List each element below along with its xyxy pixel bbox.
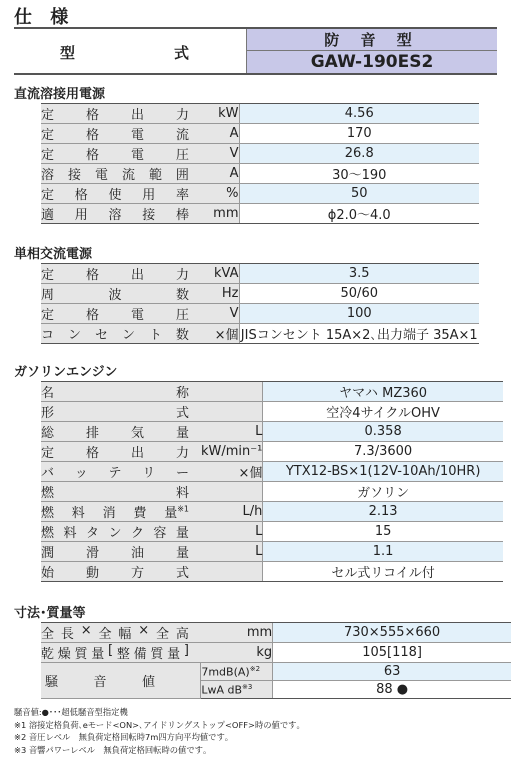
row-unit: Hz xyxy=(201,284,239,304)
table-row xyxy=(41,422,503,442)
row-unit: mm xyxy=(201,623,273,643)
table-row xyxy=(41,144,479,164)
row-label: 燃 料 xyxy=(41,486,189,501)
noise-sub-label: LwA $dB^{※3}$ xyxy=(201,681,273,699)
page-title: 仕 様 xyxy=(14,7,75,28)
row-value: JISコンセント 15A×2､出力端子 35A×1 xyxy=(239,324,479,344)
table-row xyxy=(41,324,479,344)
spec-table xyxy=(41,381,503,582)
table-row xyxy=(41,462,503,482)
row-value: 空冷4サイクルOHV xyxy=(263,402,503,422)
noise-value: 88 ● xyxy=(273,681,511,699)
row-unit xyxy=(201,482,263,502)
row-unit: ×個 xyxy=(201,462,263,482)
footnotes xyxy=(14,706,301,756)
noise-value: 63 xyxy=(273,663,511,681)
row-label: 乾 燥 質 量 [ 整 備 質 量 ] xyxy=(41,643,189,662)
row-label: 名 称 xyxy=(41,386,189,401)
row-value: 0.358 xyxy=(263,422,503,442)
row-value: セル式リコイル付 xyxy=(263,562,503,582)
row-unit xyxy=(201,562,263,582)
row-label: 燃 料 タ ン ク 容 量 xyxy=(41,526,189,541)
table-row xyxy=(41,502,503,522)
row-value: 105[118] xyxy=(273,643,511,663)
row-unit: ×個 xyxy=(201,324,239,344)
row-label: 定 格 出 力 xyxy=(41,446,189,461)
row-unit: A xyxy=(201,124,239,144)
row-label: 周 波 数 xyxy=(41,288,189,303)
row-unit: L xyxy=(201,542,263,562)
row-label: 定 格 使 用 率 xyxy=(41,188,189,203)
note: ※2 音圧レベル 無負荷定格回転時7m四方向平均値です｡ xyxy=(14,732,229,742)
row-value: YTX12-BS×1(12V-10Ah/10HR) xyxy=(263,462,503,482)
row-label: 全 長 × 全 幅 × 全 高 xyxy=(41,623,189,642)
row-label: 定 格 電 流 xyxy=(41,128,189,143)
section-title: 寸法･質量等 xyxy=(14,606,86,621)
row-label: 総 排 気 量 xyxy=(41,426,189,441)
noise-row xyxy=(41,663,511,681)
row-value: 2.13 xyxy=(263,502,503,522)
row-unit xyxy=(201,402,263,422)
row-value: 4.56 xyxy=(239,104,479,124)
table-row xyxy=(41,382,503,402)
table-row xyxy=(41,643,511,663)
row-label: 適 用 溶 接 棒 xyxy=(41,208,189,223)
row-unit: kW/min⁻¹ xyxy=(201,442,263,462)
row-label: 始 動 方 式 xyxy=(41,566,189,581)
model-header xyxy=(14,27,497,75)
row-label: 定 格 出 力 xyxy=(41,268,189,283)
row-unit: L/h xyxy=(201,502,263,522)
note: ※3 音響パワーレベル 無負荷定格回転時の値です｡ xyxy=(14,744,208,755)
table-row xyxy=(41,402,503,422)
row-unit: mm xyxy=(201,204,239,224)
table-row xyxy=(41,442,503,462)
row-value: 26.8 xyxy=(239,144,479,164)
row-value: 3.5 xyxy=(239,264,479,284)
row-label: 定 格 電 圧 xyxy=(41,148,189,163)
model-name: GAW-190ES2 xyxy=(246,51,497,73)
table-row xyxy=(41,204,479,224)
note: ※1 溶接定格負荷､eモード<ON>､アイドリングストップ<OFF>時の値です｡ xyxy=(14,719,301,730)
row-unit xyxy=(201,382,263,402)
row-label: 形 式 xyxy=(41,406,189,421)
row-unit: L xyxy=(201,522,263,542)
row-label: 定 格 電 圧 xyxy=(41,308,189,323)
row-value: ガソリン xyxy=(263,482,503,502)
table-row xyxy=(41,164,479,184)
noise-sub-label: $7mdB(A)^{※2}$ xyxy=(201,663,273,681)
row-unit: kg xyxy=(201,643,273,663)
row-unit: V xyxy=(201,304,239,324)
noise-label: 騒 音 値 xyxy=(45,675,155,690)
row-unit: kVA xyxy=(201,264,239,284)
row-unit: kW xyxy=(201,104,239,124)
table-row xyxy=(41,623,511,643)
row-value: 30〜190 xyxy=(239,164,479,184)
header-label-a: 型 xyxy=(60,44,76,62)
row-value: 170 xyxy=(239,124,479,144)
row-value: 50 xyxy=(239,184,479,204)
row-label: 潤 滑 油 量 xyxy=(41,546,189,561)
header-label-b: 式 xyxy=(174,44,190,62)
row-unit: % xyxy=(201,184,239,204)
table-row xyxy=(41,124,479,144)
row-label: 定 格 出 力 xyxy=(41,108,189,123)
row-label: 燃 料 消 費 量$^{※1}$ xyxy=(41,504,189,521)
table-row xyxy=(41,284,479,304)
row-value: 100 xyxy=(239,304,479,324)
row-label: バ ッ テ リ ー xyxy=(41,466,189,481)
row-label: コ ン セ ン ト 数 xyxy=(41,328,189,343)
spec-table xyxy=(41,103,479,224)
type-name: 防 音 型 xyxy=(246,29,497,51)
table-row xyxy=(41,304,479,324)
table-row xyxy=(41,482,503,502)
spec-table xyxy=(41,622,511,699)
row-unit: V xyxy=(201,144,239,164)
table-row xyxy=(41,522,503,542)
row-value: ヤマハ MZ360 xyxy=(263,382,503,402)
row-value: 730×555×660 xyxy=(273,623,511,643)
table-row xyxy=(41,264,479,284)
table-row xyxy=(41,542,503,562)
row-value: 1.1 xyxy=(263,542,503,562)
section-title: 単相交流電源 xyxy=(14,247,93,262)
row-value: 15 xyxy=(263,522,503,542)
table-row xyxy=(41,184,479,204)
section-title: 直流溶接用電源 xyxy=(14,87,106,102)
spec-table xyxy=(41,263,479,344)
row-value: 7.3/3600 xyxy=(263,442,503,462)
row-value: ϕ2.0〜4.0 xyxy=(239,204,479,224)
row-value: 50/60 xyxy=(239,284,479,304)
row-unit: L xyxy=(201,422,263,442)
row-label: 溶 接 電 流 範 囲 xyxy=(41,168,189,183)
table-row xyxy=(41,562,503,582)
note: 騒音値:●･･･超低騒音型指定機 xyxy=(14,707,128,717)
section-title: ガソリンエンジン xyxy=(14,365,118,380)
row-unit: A xyxy=(201,164,239,184)
table-row xyxy=(41,104,479,124)
